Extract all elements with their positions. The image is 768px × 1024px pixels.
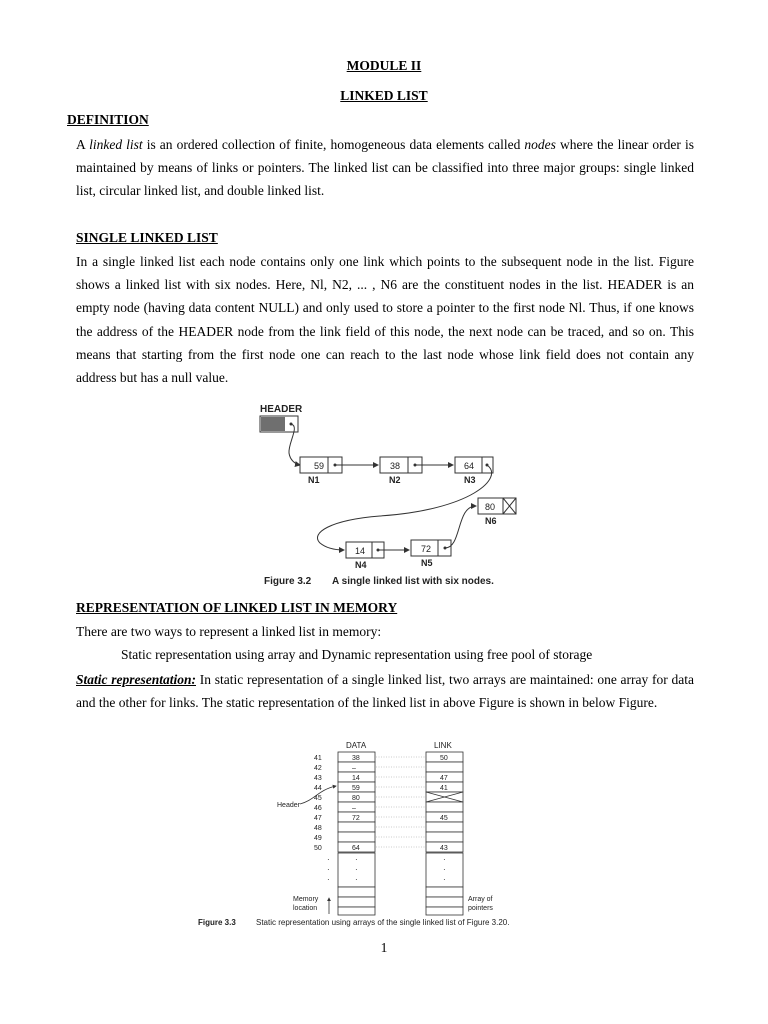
node-n1-value: 59: [314, 461, 325, 471]
header-pointer-label: Header: [277, 802, 300, 809]
node-n2: [380, 457, 422, 485]
static-representation-text: In static representation of a single linked list, two arrays are maintained: one array for data and the other for links. The static representation of the linked list in above Figure is shown in below Figure.: [76, 672, 694, 711]
svg-text:·: ·: [355, 875, 358, 884]
memory-location-label-1: Memory: [293, 896, 319, 903]
node-n5-label: N5: [421, 558, 433, 568]
link-column-label: LINK: [434, 741, 452, 750]
data-value: 64: [352, 845, 360, 852]
definition-heading: DEFINITION: [67, 112, 149, 127]
svg-text:·: ·: [327, 865, 330, 874]
definition-text-b: is an ordered collection of finite, homogeneous data elements called: [142, 137, 525, 152]
figure-3-2-caption-text: A single linked list with six nodes.: [332, 576, 494, 587]
node-n3: [455, 457, 493, 485]
header-data-field: [261, 417, 285, 431]
figure-3-3-caption-text: Static representation using arrays of the single linked list of Figure 3.20.: [256, 918, 510, 927]
representation-ways: Static representation using array and Dynamic representation using free pool of storage: [121, 647, 593, 662]
memory-table: [314, 752, 463, 852]
link-cell: [426, 762, 463, 772]
definition-text-a: A: [76, 137, 90, 152]
figure-3-3-diagram: [0, 738, 768, 934]
link-cell: [426, 832, 463, 842]
array-of-pointers-label-1: Array of: [468, 896, 493, 903]
node-n2-value: 38: [390, 461, 401, 471]
figure-3-2-caption-num: Figure 3.2: [264, 576, 312, 587]
node-n4-label: N4: [355, 560, 367, 570]
representation-intro: There are two ways to represent a linked list in memory:: [76, 624, 382, 639]
term-linked-list: linked list: [89, 137, 143, 152]
node-n5-value: 72: [421, 544, 432, 554]
module-title: MODULE II: [346, 58, 422, 73]
data-cell: [338, 832, 375, 842]
data-column-label: DATA: [346, 741, 367, 750]
svg-text:·: ·: [327, 875, 330, 884]
link-value: 45: [440, 815, 448, 822]
memory-location-label-2: location: [293, 905, 318, 912]
memory-address: 46: [314, 805, 322, 812]
svg-text:·: ·: [355, 855, 358, 864]
link-value: 47: [440, 775, 448, 782]
node-n6-label: N6: [485, 516, 497, 526]
node-n1-label: N1: [308, 475, 320, 485]
svg-text:·: ·: [443, 865, 446, 874]
single-linked-list-paragraph: In a single linked list each node contains only one link which points to the subsequent node in the list. Figure shows a linked list with six nodes. Here, Nl, N2, ... , N6 are the constituent nodes in the list. HEADER is an empty node (having data content NULL) and only used to store a pointer to the first node Nl. Thus, if one knows the address of the HEADER node from the link field of this node, the next node can be traced, and so on. This means that starting from the first node one can reach to the last node whose link field does not contain any address but has a null value.: [76, 254, 694, 386]
data-cell: [338, 762, 375, 772]
data-cell: [338, 822, 375, 832]
definition-text-c: where the linear order is maintained by means of links or pointers. The linked list can be classified into three major groups: single linked list, circular linked list, and double linked list.: [76, 137, 694, 199]
subject-title: LINKED LIST: [340, 88, 428, 103]
representation-heading: REPRESENTATION OF LINKED LIST IN MEMORY: [76, 600, 398, 615]
data-value: –: [352, 765, 356, 772]
node-n2-label: N2: [389, 475, 401, 485]
memory-address: 50: [314, 845, 322, 852]
memory-address: 45: [314, 795, 322, 802]
memory-address: 44: [314, 785, 322, 792]
array-of-pointers-label-2: pointers: [468, 905, 493, 912]
link-cell: [426, 802, 463, 812]
memory-address: 42: [314, 765, 322, 772]
data-value: 38: [352, 755, 360, 762]
figure-3-3-caption-num: Figure 3.3: [198, 918, 236, 927]
ellipsis-rows: [327, 853, 463, 915]
data-value: 72: [352, 815, 360, 822]
link-value: 50: [440, 755, 448, 762]
definition-paragraph: [76, 133, 694, 203]
single-linked-list-heading: SINGLE LINKED LIST: [76, 230, 218, 245]
svg-text:·: ·: [355, 865, 358, 874]
node-n1: [300, 457, 342, 485]
term-nodes: nodes: [524, 137, 556, 152]
node-n4-value: 14: [355, 546, 366, 556]
memory-address: 43: [314, 775, 322, 782]
node-n5: [411, 540, 451, 568]
static-representation-label: Static representation:: [76, 672, 196, 687]
memory-address: 41: [314, 755, 322, 762]
header-label: HEADER: [260, 404, 303, 415]
link-cell: [426, 822, 463, 832]
data-value: 14: [352, 775, 360, 782]
memory-address: 49: [314, 835, 322, 842]
data-cell: [338, 802, 375, 812]
link-value: 41: [440, 785, 448, 792]
node-n3-value: 64: [464, 461, 475, 471]
memory-address: 48: [314, 825, 322, 832]
svg-text:·: ·: [443, 855, 446, 864]
node-n6: [478, 498, 516, 526]
data-value: –: [352, 805, 356, 812]
svg-text:·: ·: [443, 875, 446, 884]
data-value: 59: [352, 785, 360, 792]
node-n6-value: 80: [485, 502, 496, 512]
static-representation-paragraph: [76, 668, 694, 714]
node-n4: [346, 542, 384, 570]
memory-address: 47: [314, 815, 322, 822]
node-n3-label: N3: [464, 475, 476, 485]
data-value: 80: [352, 795, 360, 802]
link-value: 43: [440, 845, 448, 852]
figure-3-2-diagram: [0, 398, 768, 598]
page-number: 1: [380, 940, 388, 955]
svg-text:·: ·: [327, 855, 330, 864]
